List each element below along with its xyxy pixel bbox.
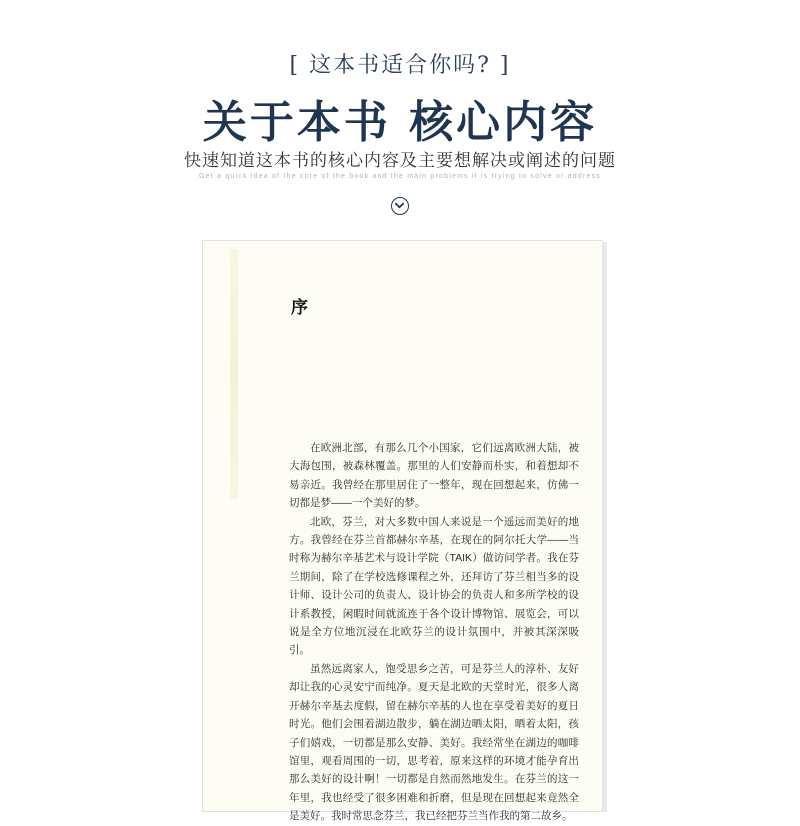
pencil-mark	[230, 249, 238, 499]
book-page	[202, 240, 603, 823]
chevron-down-circle-icon[interactable]	[391, 197, 409, 215]
headline: 关于本书 核心内容	[202, 97, 598, 148]
subtitle: 快速知道这本书的核心内容及主要想解决或阐述的问题	[184, 151, 616, 171]
preface-text	[289, 439, 579, 826]
paragraph: 北欧，芬兰，对大多数中国人来说是一个遥远而美好的地方。我曾经在芬兰首都赫尔辛基，在现在的阿尔托大学——当时称为赫尔辛基艺术与设计学院（TAIK）做访问学者。我在芬兰期间，除了在学校选修课程之外，还拜访了芬兰相当多的设计师、设计公司的负责人、设计协会的负责人和多所学校的设计系教授，闲暇时间就流连于各个设计博物馆、展览会，可以说是全方位地沉浸在北欧芬兰的设计氛围中，并被其深深吸引。	[289, 515, 579, 657]
section-tag: [ 这本书适合你吗? ]	[289, 53, 511, 78]
page-title: 序	[291, 298, 308, 318]
subtitle-english: Get a quick idea of the core of the book and the main problems it is trying to solve or address	[199, 173, 601, 180]
paragraph: 在欧洲北部，有那么几个小国家，它们远离欧洲大陆，被大海包围，被森林覆盖。那里的人们安静而朴实，和着想却不易亲近。我曾经在那里居住了一整年，现在回想起来，仿佛一切都是梦——一个美好的梦。	[289, 442, 579, 510]
paragraph: 虽然远离家人，饱受思乡之苦，可是芬兰人的淳朴、友好却让我的心灵安宁而纯净。夏天是北欧的天堂时光，很多人离开赫尔辛基去度假，留在赫尔辛基的人也在享受着美好的夏日时光。他们会围着湖边散步，躺在湖边晒太阳，晒着太阳，孩子们嬉戏，一切都是那么安静、美好。我经常坐在湖边的咖啡馆里，观看周围的一切，思考着，原来这样的环境才能孕育出那么美好的设计啊！一切都是自然而然地发生。在芬兰的这一年里，我也经受了很多困难和折磨，但是现在回想起来竟然全是美好。我时常思念芬兰，我已经把芬兰当作我的第二故乡。	[289, 662, 579, 823]
